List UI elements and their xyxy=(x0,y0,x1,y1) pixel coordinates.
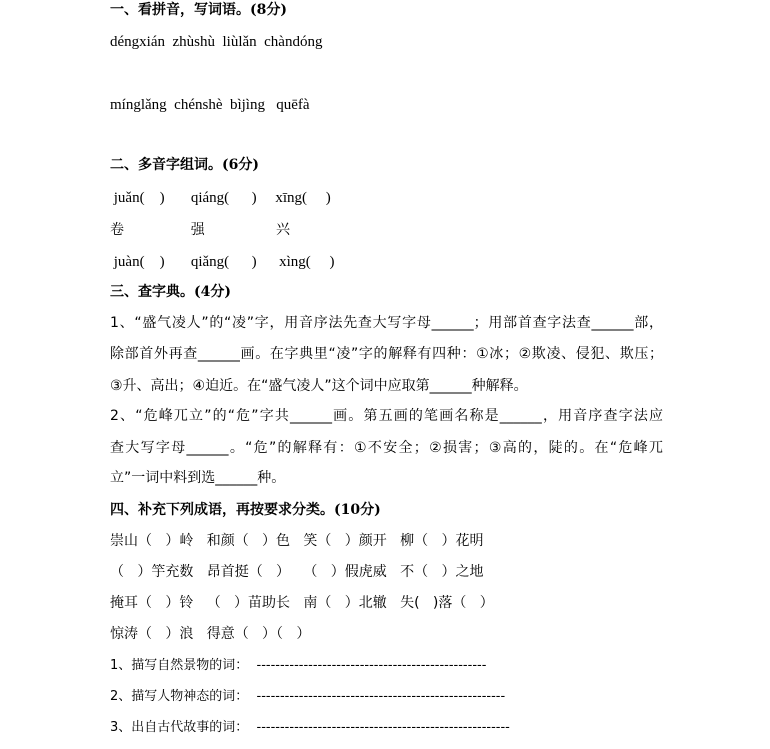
idiom-row: 惊涛（ ）浪 得意（ ）（ ） xyxy=(110,626,311,642)
dict-line: 1、“盛气凌人”的“凌”字，用音序法先查大写字母______；用部首查字法查______部， xyxy=(110,315,663,331)
section4-title: 四、补充下列成语，再按要求分类。(10分) xyxy=(110,502,381,518)
polyphone-row-2: juàn( ) qiǎng( ) xìng( ) xyxy=(110,254,335,270)
dict-line: 2、“危峰兀立”的“危”字共______画。第五画的笔画名称是______，用音序查字法应 xyxy=(110,408,663,424)
dict-line: 除部首外再查______画。在字典里“凌”字的解释有四种：①冰；②欺凌、侵犯、欺压； xyxy=(110,346,663,362)
category-line: 1、描写自然景物的词： ------------------------------------------------- xyxy=(110,658,487,673)
section3-title: 三、查字典。(4分) xyxy=(110,284,231,300)
idiom-row: 掩耳（ ）铃 （ ）苗助长 南（ ）北辙 失( )落（ ） xyxy=(110,595,494,611)
category-line: 3、出自古代故事的词： ------------------------------------------------------ xyxy=(110,720,510,735)
polyphone-chars: 卷 强 兴 xyxy=(110,222,290,238)
polyphone-row-1: juǎn( ) qiáng( ) xīng( ) xyxy=(110,190,331,206)
category-line: 2、描写人物神态的词： ----------------------------------------------------- xyxy=(110,689,506,704)
section2-title: 二、多音字组词。(6分) xyxy=(110,157,259,173)
dict-line: 立”一词中料到选______种。 xyxy=(110,470,286,486)
dict-line: ③升、高出；④迫近。在“盛气凌人”这个词中应取第______种解释。 xyxy=(110,378,528,394)
dict-line: 查大写字母______。“危”的解释有：①不安全；②损害；③高的，陡的。在“危峰兀 xyxy=(110,440,663,456)
section1-title: 一、看拼音，写词语。(8分) xyxy=(110,2,287,18)
idiom-row: 崇山（ ）岭 和颜（ ）色 笑（ ）颜开 柳（ ）花明 xyxy=(110,533,484,549)
pinyin-row-1: déngxián zhùshù liùlǎn chàndóng xyxy=(110,34,323,50)
pinyin-row-2: mínglǎng chénshè bìjìng quēfà xyxy=(110,97,310,113)
idiom-row: （ ）竽充数 昂首挺（ ） （ ）假虎威 不（ ）之地 xyxy=(110,564,484,580)
